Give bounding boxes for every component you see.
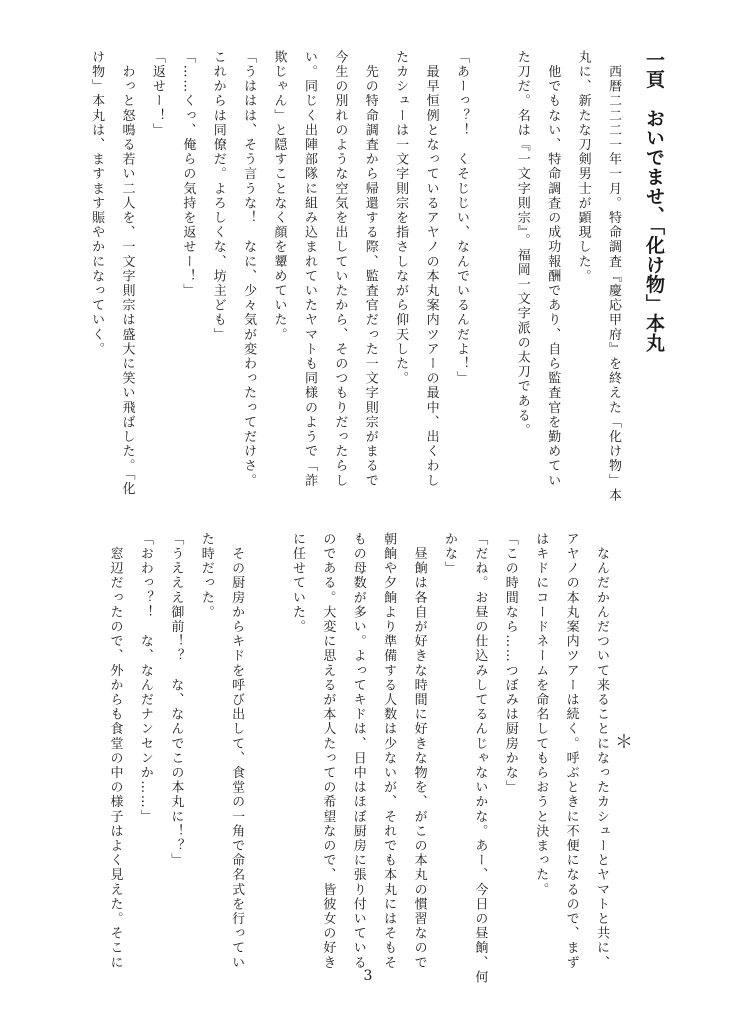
section-break: ＊ xyxy=(615,732,633,753)
text-line: もの母数が多い。よってキドは、日中はほぼ厨房に張り付いている xyxy=(350,532,366,970)
text-line: たカシューは一文字則宗を指さしながら仰天した。 xyxy=(393,50,409,386)
chapter-title: 一頁 おいでませ、「化け物」本丸 xyxy=(643,50,665,353)
text-line: はキドにコードネームを命名してもらおうと決まった。 xyxy=(533,532,549,897)
text-line: 「あーっ？！ くそじじい、なんでいるんだよ！」 xyxy=(453,50,469,386)
text-line: 「だね。お昼の仕込みしてるんじゃないかな。あー、今日の昼餉、何 xyxy=(472,532,488,985)
text-line: 「おわっ？！ な、なんだナンセンか……」 xyxy=(137,532,153,824)
text-line: 「うえええ御前！？ な、なんでこの本丸に！？」 xyxy=(168,532,184,868)
text-line: け物」本丸は、ますます賑やかになっていく。 xyxy=(89,50,105,357)
text-line: 今生の別れのような空気を出していたから、そのつもりだったらし xyxy=(332,50,348,488)
text-line: その厨房からキドを呼び出して、食堂の一角で命名式を行ってい xyxy=(229,532,245,970)
text-line: 「この時間なら……つぼみは厨房かな」 xyxy=(502,532,518,795)
text-line: 「返せー！」 xyxy=(149,50,165,138)
page-number: 3 xyxy=(363,968,373,984)
text-line: 西暦二二二一年一月。特命調査『慶応甲府』を終えた「化け物」本 xyxy=(606,50,621,503)
text-line: い。同じく出陣部隊に組み込まれていたヤマトも同様のようで「詐 xyxy=(301,50,317,488)
text-line: 窓辺だったので、外からも食堂の中の様子はよく見えた。そこに xyxy=(107,532,123,970)
text-line: 欺じゃん」と隠すことなく顔を顰めていた。 xyxy=(271,50,287,342)
text-line xyxy=(476,50,506,480)
text-line: 他でもない、特命調査の成功報酬であり、自ら監査官を勤めてい xyxy=(545,50,561,488)
text-line: アヤノの本丸案内ツアーは続く。呼ぶときに不便になるので、まず xyxy=(563,532,579,970)
text-line: なんだかんだついて来ることになったカシューとヤマトと共に、 xyxy=(594,532,609,970)
text-line: のである。大変に思えるが本人たっての希望なので、皆彼女の好き xyxy=(320,532,336,970)
text-line: 先の特命調査から帰還する際、監査官だった一文字則宗がまるで xyxy=(362,50,378,488)
text-line: 朝餉や夕餉より準備する人数は少ないが、それでも本丸にはそもそ xyxy=(381,532,397,970)
text-line: 最早恒例となっているアヤノの本丸案内ツアーの最中、出くわし xyxy=(423,50,439,488)
text-line: 昼餉は各自が好きな時間に好きな物を、がこの本丸の慣習なので xyxy=(411,532,427,970)
text-line: た刀だ。名は『一文字則宗』。福岡一文字派の太刀である。 xyxy=(514,50,530,438)
lower-text-block xyxy=(68,532,616,985)
upper-text-block xyxy=(68,50,628,503)
text-line xyxy=(251,532,281,962)
text-line: かな」 xyxy=(441,532,457,576)
text-line: わっと怒鳴る若い二人を、一文字則宗は盛大に笑い飛ばした。「化 xyxy=(119,50,135,497)
text-line: これからは同僚だ。よろしくな、坊主ども」 xyxy=(210,50,226,342)
text-line: 丸に、新たな刀剣男士が顕現した。 xyxy=(575,50,591,284)
text-line: 「……くっ、俺らの気持を返せー！」 xyxy=(180,50,196,299)
text-line: 「うははは、そう言うな！ なに、少々気が変わったってだけさ。 xyxy=(241,50,257,488)
text-line: た時だった。 xyxy=(198,532,214,620)
text-line: に任せていた。 xyxy=(289,532,305,635)
